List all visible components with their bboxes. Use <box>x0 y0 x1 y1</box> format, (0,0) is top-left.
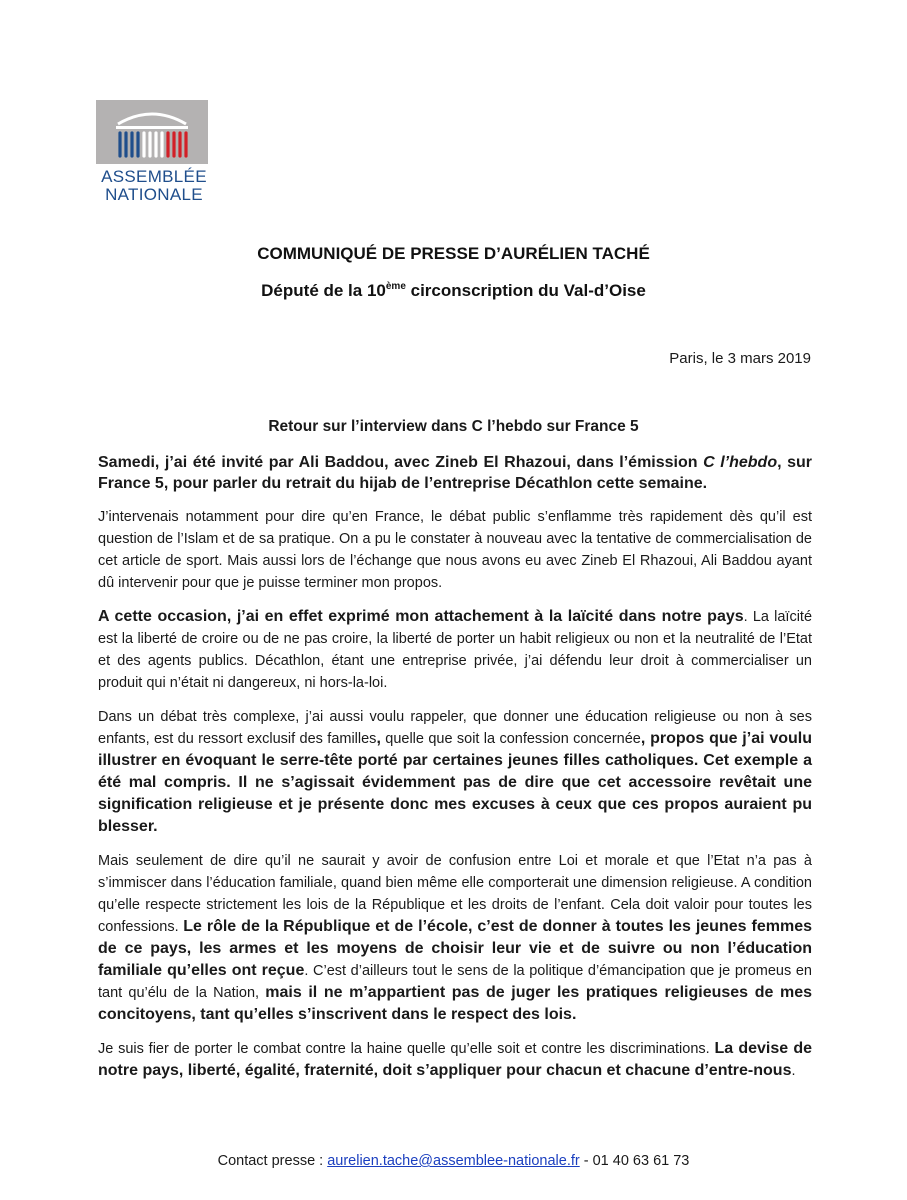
paragraph-3 <box>98 706 812 838</box>
hemicycle-icon <box>96 100 208 164</box>
lead-text-a: Samedi, j’ai été invité par Ali Baddou, avec Zineb El Rhazoui, dans l’émission <box>98 454 704 471</box>
paragraph-4-text-a: Mais seulement de dire qu’il ne saurait y avoir de confusion entre Loi et morale et que l’Etat n’a pas à s’immiscer dans l’éducation familiale, quand bien même elle comporterait une dimension religieuse. A condition qu’elle respecte strictement les lois de la République et les droits de l’enfant. Cela doit valoir pour toutes les confessions. <box>98 853 812 935</box>
paragraph-4-bold-2: mais il ne m’appartient pas de juger les pratiques religieuses de mes concitoyens, tant qu’elles s’inscrivent dans le respect des lois. <box>98 984 812 1023</box>
paragraph-3-bold: , propos que j’ai voulu illustrer en évoquant le serre-tête porté par certaines jeunes filles catholiques. Cet exemple a été mal compris. Il ne s’agissait évidemment pas de dire que cet accessoire revêtait une signification religieuse et je présente donc mes excuses à ceux que ces propos auraient pu blesser. <box>98 730 812 835</box>
paragraph-3-comma: , <box>376 730 381 747</box>
paragraph-5-text: Je suis fier de porter le combat contre la haine quelle qu’elle soit et contre les discriminations. <box>98 1041 715 1057</box>
press-contact <box>0 1153 907 1169</box>
paragraph-4-bold-1: Le rôle de la République et de l’école, c’est de donner à toutes les jeunes femmes de ce pays, les armes et les moyens de choisir leur vie et de suivre ou non l’éducation familiale qu’elles ont reçue <box>98 918 812 979</box>
paragraph-3-text-a: Dans un débat très complexe, j’ai aussi voulu rappeler, que donner une éducation religieuse ou non à ses enfants, est du ressort exclusif des familles <box>98 709 812 747</box>
subtitle-superscript: ème <box>385 281 406 292</box>
paragraph-2-bold: A cette occasion, j’ai en effet exprimé mon attachement à la laïcité dans notre pays <box>98 608 744 625</box>
contact-phone: - 01 40 63 61 73 <box>579 1153 690 1169</box>
contact-email-link[interactable]: aurelien.tache@assemblee-nationale.fr <box>327 1153 580 1169</box>
paragraph-4-text-b: . C’est d’ailleurs tout le sens de la politique d’émancipation que je promeus en tant qu’élu de la Nation, <box>98 963 812 1001</box>
logo-wordmark <box>96 168 212 204</box>
assemblee-nationale-logo <box>96 100 212 204</box>
press-release-title: COMMUNIQUÉ DE PRESSE D’AURÉLIEN TACHÉ <box>257 244 650 263</box>
press-release-subtitle <box>0 281 907 301</box>
release-date: Paris, le 3 mars 2019 <box>669 350 811 367</box>
article-body <box>98 452 812 1094</box>
paragraph-3-text-b: quelle que soit la confession concernée <box>380 731 641 747</box>
logo-line-2: NATIONALE <box>105 185 203 204</box>
subtitle-post: circonscription du Val-d’Oise <box>405 281 646 300</box>
paragraph-1: J’intervenais notamment pour dire qu’en France, le débat public s’enflamme très rapidement dès qu’il est question de l’Islam et de sa pratique. On a pu le constater à nouveau avec la tentative de commercialisation de cet article de sport. Mais aussi lors de l’échange que nous avons eu avec Zineb El Rhazoui, Ali Baddou ayant dû intervenir pour que je puisse terminer mon propos. <box>98 509 812 591</box>
lead-paragraph <box>98 452 812 494</box>
contact-label: Contact presse : <box>217 1153 328 1169</box>
paragraph-5-bold: La devise de notre pays, liberté, égalité, fraternité, doit s’appliquer pour chacun et chacune d’entre-nous <box>98 1040 813 1079</box>
subtitle-pre: Député de la 10 <box>261 281 386 300</box>
paragraph-2-text: . La laïcité est la liberté de croire ou de ne pas croire, la liberté de porter un habit religieux ou non et la neutralité de l’Etat et des agents publics. Décathlon, étant une entreprise privée, j’ai défendu leur droit à commercialiser un produit qui n’était ni dangereux, ni hors-la-loi. <box>98 609 813 691</box>
paragraph-5-end: . <box>791 1063 796 1079</box>
logo-line-1: ASSEMBLÉE <box>101 167 207 186</box>
paragraph-4 <box>98 850 812 1026</box>
paragraph-2 <box>98 606 812 694</box>
lead-show-name: C l’hebdo <box>703 454 778 471</box>
article-heading: Retour sur l’interview dans C l’hebdo sur France 5 <box>268 418 639 435</box>
paragraph-5 <box>98 1038 812 1082</box>
lead-text-b: , sur France 5, pour parler du retrait du hijab de l’entreprise Décathlon cette semaine. <box>98 454 812 492</box>
